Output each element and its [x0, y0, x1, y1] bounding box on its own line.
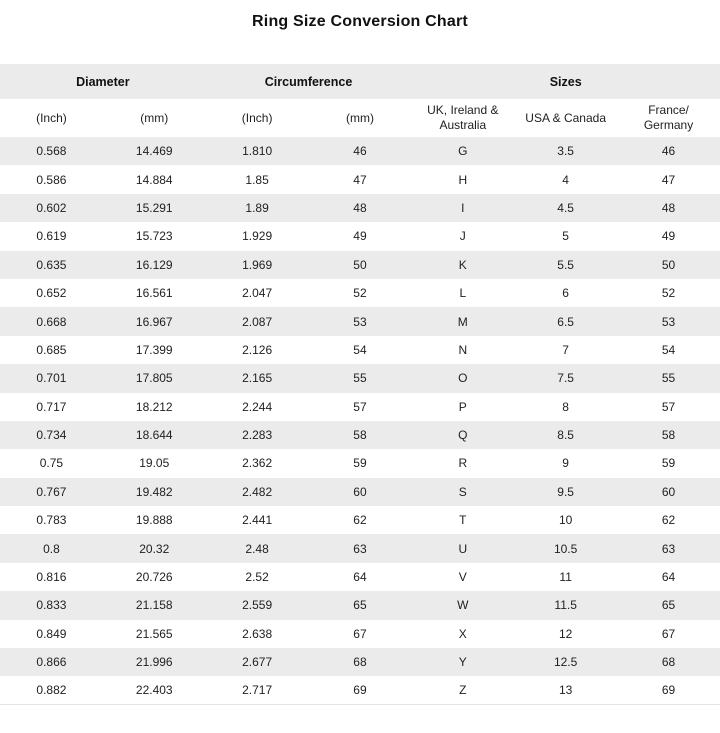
table-cell: 67 [661, 626, 676, 641]
table-cell: 16.967 [135, 314, 173, 329]
table-cell: Z [459, 683, 467, 698]
table-row [0, 676, 720, 704]
table-cell: 0.701 [36, 371, 67, 386]
table-cell: 7.5 [557, 371, 574, 386]
table-row [0, 336, 720, 364]
table-row [0, 279, 720, 307]
table-cell: 19.888 [135, 513, 173, 528]
table-cell: 0.8 [43, 541, 60, 556]
table-cell: 46 [353, 144, 367, 159]
table-cell: 20.726 [135, 570, 173, 585]
table-cell: 2.482 [242, 484, 273, 499]
table-cell: 11.5 [554, 598, 577, 613]
table-cell: 17.399 [135, 342, 173, 357]
table-cell: 0.849 [36, 626, 67, 641]
table-cell: 14.469 [135, 144, 173, 159]
table-cell: 55 [353, 371, 367, 386]
table-cell: 17.805 [135, 371, 173, 386]
table-cell: 2.441 [242, 513, 273, 528]
table-cell: 0.619 [36, 229, 67, 244]
table-body [0, 137, 720, 705]
ring-size-table [0, 64, 720, 705]
column-header-usa-canada: USA & Canada [525, 110, 606, 125]
table-cell: 59 [353, 456, 367, 471]
table-cell: 0.833 [36, 598, 67, 613]
table-row [0, 478, 720, 506]
table-cell: 9.5 [557, 484, 574, 499]
table-cell: S [458, 484, 467, 499]
table-row [0, 137, 720, 165]
table-cell: 53 [353, 314, 367, 329]
table-cell: 21.996 [135, 655, 173, 670]
table-cell: 21.158 [135, 598, 173, 613]
table-cell: R [458, 456, 468, 471]
table-cell: 55 [661, 371, 676, 386]
table-cell: 0.685 [36, 342, 67, 357]
table-row [0, 563, 720, 591]
table-cell: 69 [661, 683, 676, 698]
table-cell: 21.565 [135, 626, 173, 641]
table-cell: M [457, 314, 468, 329]
table-cell: 49 [353, 229, 367, 244]
table-cell: 57 [661, 399, 676, 414]
table-cell: 15.291 [135, 200, 173, 215]
table-cell: 4.5 [557, 200, 574, 215]
table-cell: 8.5 [557, 428, 574, 443]
table-cell: 20.32 [139, 541, 170, 556]
table-cell: 22.403 [135, 683, 173, 698]
table-cell: 68 [661, 655, 676, 670]
table-cell: 62 [661, 513, 676, 528]
table-cell: G [458, 144, 468, 159]
table-cell: 57 [353, 399, 367, 414]
table-cell: P [458, 399, 467, 414]
table-cell: 12.5 [553, 655, 578, 670]
table-cell: 2.165 [242, 371, 273, 386]
table-cell: 54 [661, 342, 676, 357]
table-cell: 53 [661, 314, 676, 329]
table-cell: 48 [661, 200, 676, 215]
table-cell: 65 [661, 598, 676, 613]
table-head [0, 64, 720, 137]
table-cell: 47 [353, 172, 367, 187]
table-cell: 60 [353, 484, 367, 499]
table-cell: 67 [353, 626, 367, 641]
table-cell: 13 [558, 683, 573, 698]
table-cell: 6.5 [557, 314, 574, 329]
table-row [0, 591, 720, 619]
table-cell: 2.559 [242, 598, 273, 613]
page-title: Ring Size Conversion Chart [252, 13, 468, 30]
table-row [0, 506, 720, 534]
table-cell: Q [458, 428, 468, 443]
table-cell: 63 [661, 541, 676, 556]
table-cell: 4 [562, 172, 569, 187]
table-cell: 0.668 [36, 314, 67, 329]
table-cell: J [459, 229, 466, 244]
table-cell: K [458, 257, 467, 272]
table-row [0, 165, 720, 193]
table-cell: 60 [661, 484, 676, 499]
table-cell: 15.723 [135, 229, 173, 244]
table-cell: 3.5 [557, 144, 574, 159]
table-cell: 1.85 [245, 172, 269, 187]
table-row [0, 421, 720, 449]
table-row [0, 620, 720, 648]
table-cell: 0.882 [36, 683, 67, 698]
table-cell: N [458, 342, 468, 357]
table-cell: 2.52 [245, 570, 269, 585]
table-cell: 50 [353, 257, 367, 272]
table-cell: 16.129 [135, 257, 173, 272]
table-cell: 49 [661, 229, 676, 244]
column-header-diameter-mm: (mm) [140, 110, 169, 125]
table-cell: 2.126 [242, 342, 273, 357]
table-cell: 6 [562, 286, 569, 301]
table-cell: W [457, 598, 469, 613]
table-cell: 10.5 [553, 541, 578, 556]
table-cell: 69 [353, 683, 367, 698]
table-cell: 7 [562, 342, 569, 357]
table-cell: 12 [558, 626, 573, 641]
table-cell: U [458, 541, 468, 556]
table-cell: 59 [661, 456, 676, 471]
table-cell: 0.866 [36, 655, 67, 670]
column-header-diameter-inch: (Inch) [36, 110, 67, 125]
table-cell: 0.816 [36, 570, 67, 585]
table-cell: 1.929 [242, 229, 273, 244]
table-cell: 5.5 [557, 257, 574, 272]
table-cell: 5 [562, 229, 569, 244]
table-row [0, 222, 720, 250]
column-header-france-germany: France/ Germany [643, 103, 694, 132]
table-cell: 0.717 [36, 399, 67, 414]
table-cell: L [459, 286, 467, 301]
table-cell: 64 [353, 570, 367, 585]
table-row [0, 449, 720, 477]
group-header-sizes: Sizes [549, 74, 582, 89]
table-cell: 0.602 [36, 200, 67, 215]
table-cell: 46 [661, 144, 676, 159]
table-cell: 48 [353, 200, 367, 215]
table-cell: 1.969 [242, 257, 273, 272]
table-cell: 0.734 [36, 428, 67, 443]
table-row [0, 364, 720, 392]
table-cell: 0.652 [36, 286, 67, 301]
column-header-circumference-inch: (Inch) [241, 110, 273, 125]
table-cell: 52 [353, 286, 367, 301]
sub-header-row [0, 99, 720, 137]
column-header-uk-ireland-australia: UK, Ireland & Australia [427, 103, 499, 132]
table-cell: 2.362 [242, 456, 273, 471]
table-cell: H [458, 172, 468, 187]
table-cell: 2.48 [245, 541, 269, 556]
group-header-diameter: Diameter [76, 74, 130, 89]
table-cell: 2.047 [242, 286, 273, 301]
table-cell: 0.75 [39, 456, 64, 471]
table-cell: 54 [353, 342, 367, 357]
table-cell: 0.767 [36, 484, 67, 499]
table-cell: V [458, 570, 467, 585]
table-cell: I [461, 200, 465, 215]
table-cell: 58 [353, 428, 367, 443]
table-cell: 1.810 [242, 144, 273, 159]
table-cell: 2.677 [242, 655, 273, 670]
table-cell: 2.638 [242, 626, 273, 641]
table-cell: O [458, 371, 468, 386]
table-cell: 19.05 [139, 456, 170, 471]
table-cell: 2.244 [242, 399, 273, 414]
table-row [0, 194, 720, 222]
table-cell: 64 [661, 570, 676, 585]
table-cell: 0.568 [36, 144, 67, 159]
table-cell: 65 [353, 598, 367, 613]
table-cell: 52 [661, 286, 676, 301]
ring-size-chart-page [0, 13, 720, 705]
table-cell: T [459, 513, 467, 528]
table-cell: 0.635 [36, 257, 67, 272]
table-cell: 2.087 [242, 314, 273, 329]
table-cell: X [458, 626, 467, 641]
table-cell: 14.884 [135, 172, 173, 187]
table-cell: 63 [353, 541, 367, 556]
table-cell: 0.783 [36, 513, 67, 528]
table-cell: 2.717 [242, 683, 273, 698]
table-cell: 16.561 [135, 286, 173, 301]
table-cell: 11 [559, 570, 572, 585]
column-header-circumference-mm: (mm) [345, 110, 374, 125]
table-cell: 19.482 [135, 484, 173, 499]
group-header-circumference: Circumference [264, 74, 353, 89]
table-cell: 68 [353, 655, 367, 670]
table-row [0, 534, 720, 562]
table-cell: 62 [353, 513, 367, 528]
table-cell: 10 [558, 513, 573, 528]
table-cell: 50 [661, 257, 676, 272]
table-cell: 1.89 [245, 200, 269, 215]
table-row [0, 393, 720, 421]
table-row [0, 648, 720, 676]
table-cell: 0.586 [36, 172, 67, 187]
table-cell: 18.644 [135, 428, 173, 443]
table-row [0, 251, 720, 279]
table-cell: 58 [661, 428, 676, 443]
group-header-row [0, 64, 720, 99]
table-cell: 8 [562, 399, 569, 414]
table-row [0, 307, 720, 335]
table-cell: 2.283 [242, 428, 273, 443]
table-cell: Y [458, 655, 467, 670]
table-cell: 47 [661, 172, 676, 187]
table-cell: 18.212 [135, 399, 173, 414]
table-cell: 9 [562, 456, 569, 471]
